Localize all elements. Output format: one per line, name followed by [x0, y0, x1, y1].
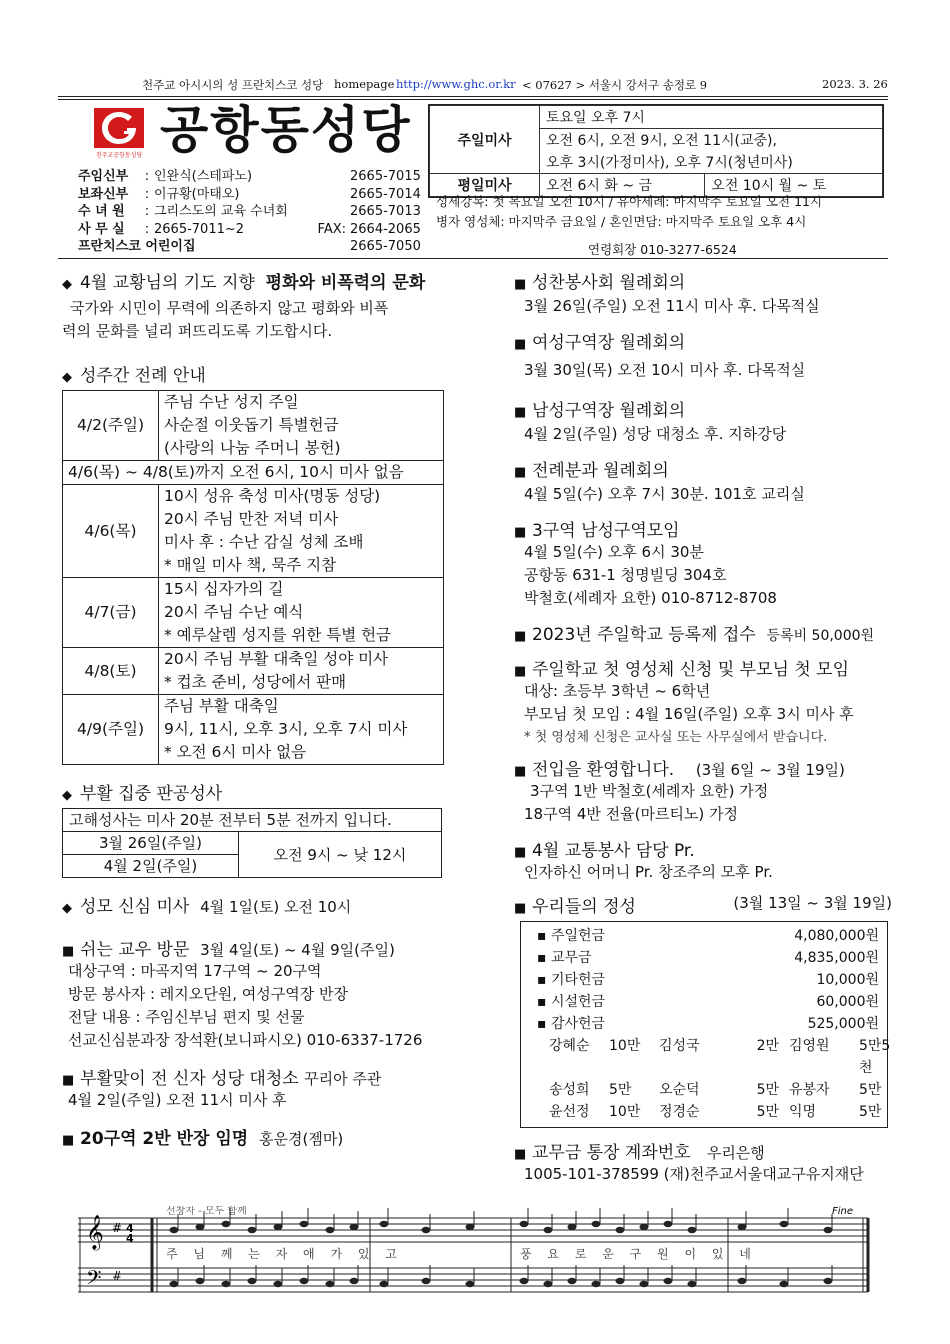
note-head	[196, 1224, 205, 1230]
note-head	[350, 1278, 359, 1284]
note-head	[824, 1278, 833, 1284]
square-bullet-icon: ■	[514, 901, 527, 916]
info-line: 병자 영성체: 마지막주 금요일 / 혼인면담: 마지막주 토요일 오후 4시	[436, 214, 807, 229]
note-head	[688, 1227, 697, 1233]
cleaning-time: 4월 2일(주일) 오전 11시 미사 후	[68, 1091, 287, 1109]
list-item: ▪ 주일헌금 4,080,000원	[537, 928, 879, 944]
note-head	[664, 1221, 673, 1227]
weekday-mass-1: 오전 6시 화 ~ 금	[540, 174, 705, 197]
offering-box	[520, 921, 891, 1128]
welcome-notice: ■ 전입을 환영합니다. (3월 6일 ~ 3월 19일) 3구역 1반 박철호(세례자 요한) 가정 18구역 4반 전율(마르티노) 가정	[514, 760, 845, 823]
confession-table: 고해성사는 미사 20분 전부터 5분 전까지 입니다. 3월 26일(주일) 오전 9시 ~ 낮 12시 4월 2일(주일)	[62, 808, 442, 878]
marian-title: ◆ 성모 신심 미사 4월 1일(토) 오전 10시	[62, 897, 352, 917]
note-head	[222, 1221, 231, 1227]
note-head	[422, 1227, 431, 1233]
note-head	[196, 1278, 205, 1284]
note-head	[520, 1221, 529, 1227]
prayer-title: ◆ 4월 교황님의 기도 지향 평화와 비폭력의 문화	[62, 273, 426, 293]
note-head	[780, 1281, 789, 1287]
lyrics-line: 주 님 께 는 자 애 가 있 고	[166, 1247, 403, 1261]
square-bullet-icon: ■	[514, 277, 527, 292]
parish-logo-icon	[94, 108, 144, 160]
sharp-icon: #	[112, 1269, 123, 1283]
header-bottom-rule	[58, 258, 888, 259]
note-head	[544, 1281, 553, 1287]
note-head	[350, 1224, 359, 1230]
visit-title: ■ 쉬는 교우 방문 3월 4일(토) ~ 4월 9일(주일)	[62, 940, 395, 960]
list-item: ▪ 시설헌금 60,000원	[537, 994, 879, 1010]
note-head	[664, 1278, 673, 1284]
right-column	[514, 268, 892, 1186]
sunday-mass-line: 오후 3시(가정미사), 오후 7시(청년미사)	[540, 151, 883, 174]
note-head	[738, 1278, 747, 1284]
sunday-mass-line: 토요일 오후 7시	[540, 106, 883, 129]
appoint-title: ■ 20구역 2반 반장 임명 홍운경(젬마)	[62, 1129, 344, 1149]
note-head	[780, 1221, 789, 1227]
note-head	[300, 1278, 309, 1284]
diamond-icon: ◆	[62, 901, 72, 916]
info-line: 성세강복: 첫 목요일 오전 10시 / 유아세례: 마지막주 토요일 오전 11시	[436, 194, 823, 209]
staff-row: 주임신부 : 인완식(스테파노) 2665-7015	[78, 169, 421, 184]
offering-section: ■ 우리들의 정성 (3월 13일 ~ 3월 19일) ▪ 주일헌금 4,080,000원 ▪ 교무금 4,835,000원 ▪ 기타헌금 10,000원 ▪ 시설헌금 60,000원 ▪ 감사헌금 525,000원 강혜순 10만 김성국 2만 김영원 5만5천 송성희 5만 오순덕 5만 유봉자 5만 윤선정 10만 정경순 5만 익명 5만	[514, 892, 892, 1128]
liturgy-title: ◆ 성주간 전례 안내	[62, 366, 206, 386]
square-bullet-icon: ■	[514, 845, 527, 860]
communion-notice: ■ 주일학교 첫 영성체 신청 및 부모님 첫 모임 대상: 초등부 3학년 ~ 6학년 부모님 첫 모임 : 4월 16일(주일) 오후 3시 미사 후 * 첫 영성체 신청은 교사실 또는 사무실에서 받습니다.	[514, 660, 854, 745]
weekday-mass-label: 평일미사	[430, 174, 540, 197]
note-head	[170, 1227, 179, 1233]
donor-row: 강혜순 10만 김성국 2만 김영원 5만5천	[549, 1038, 891, 1076]
prayer-text: 국가와 시민이 무력에 의존하지 않고 평화와 비폭 력의 문화를 널리 퍼뜨리도록 기도합시다.	[62, 299, 389, 340]
note-head	[568, 1278, 577, 1284]
prayer-subject: 평화와 비폭력의 문화	[265, 273, 426, 293]
table-row: 4/2(주일) 주님 수난 성지 주일 사순절 이웃돕기 특별헌금 (사랑의 나눔 주머니 봉헌)	[63, 391, 444, 461]
issue-date: 2023. 3. 26	[822, 77, 888, 91]
time-signature: 4	[126, 1222, 134, 1235]
address: < 07627 > 서울시 강서구 송정로 9	[522, 78, 708, 92]
notice-item: ■ 남성구역장 월례회의 4월 2일(주일) 성당 대청소 후. 지하강당	[514, 401, 787, 443]
diamond-icon: ◆	[62, 277, 72, 292]
sharp-icon: #	[112, 1221, 123, 1235]
score-fine: Fine	[832, 1206, 854, 1217]
note-head	[616, 1278, 625, 1284]
weekday-mass-2: 오전 10시 월 ~ 토	[705, 174, 883, 197]
lyrics-line: 풍 요 로 운 구 원 이 있 네	[520, 1247, 757, 1261]
staff-row: 사 무 실 : 2665-7011~2 FAX: 2664-2065	[78, 221, 421, 237]
note-head	[466, 1281, 475, 1287]
note-head	[738, 1224, 747, 1230]
note-head	[248, 1278, 257, 1284]
logo-caption: 천주교공항동성당	[95, 152, 143, 159]
square-bullet-icon: ■	[514, 337, 527, 352]
staff-row: 프란치스코 어린이집 2665-7050	[78, 239, 421, 254]
traffic-notice: ■ 4월 교통봉사 담당 Pr. 인자하신 어머니 Pr. 창조주의 모후 Pr.	[514, 841, 773, 881]
note-head	[616, 1227, 625, 1233]
diamond-icon: ◆	[62, 788, 72, 803]
square-bullet-icon: ■	[514, 525, 527, 540]
school-title: ■ 2023년 주일학교 등록제 접수 등록비 50,000원	[514, 625, 875, 645]
list-item: ▪ 감사헌금 525,000원	[537, 1016, 879, 1032]
table-row: 4/8(토) 20시 주님 부활 대축일 성야 미사 * 컵초 준비, 성당에서 판매	[63, 648, 444, 695]
table-row: 4/6(목) ~ 4/8(토)까지 오전 6시, 10시 미사 없음	[63, 461, 444, 485]
table-row: 4/7(금) 15시 십자가의 길 20시 주님 수난 예식 * 예루살렘 성지를 위한 특별 헌금	[63, 578, 444, 648]
list-item: ▪ 교무금 4,835,000원	[537, 950, 879, 966]
note-head	[170, 1281, 179, 1287]
funeral-leader: 연령회장 010-3277-6524	[588, 242, 737, 257]
note-head	[520, 1278, 529, 1284]
donor-row: 송성희 5만 오순덕 5만 유봉자 5만	[549, 1082, 882, 1098]
notice-item: ■ 전례분과 월례회의 4월 5일(수) 오후 7시 30분. 101호 교리실	[514, 461, 805, 503]
sunday-mass-line: 오전 6시, 오전 9시, 오전 11시(교중),	[540, 129, 883, 152]
note-head	[274, 1281, 283, 1287]
note-head	[640, 1281, 649, 1287]
note-head	[592, 1281, 601, 1287]
square-bullet-icon: ■	[514, 405, 527, 420]
square-bullet-icon: ■	[514, 465, 527, 480]
square-bullet-icon: ■	[514, 764, 527, 779]
homepage-label: homepage	[334, 77, 395, 91]
note-head	[422, 1278, 431, 1284]
square-bullet-icon: ■	[62, 944, 75, 959]
music-score	[78, 1206, 878, 1316]
note-head	[688, 1281, 697, 1287]
staff-row: 수 녀 원 : 그리스도의 교육 수녀회 2665-7013	[78, 204, 421, 219]
square-bullet-icon: ■	[62, 1073, 75, 1088]
top-rule	[58, 96, 888, 97]
list-item: ▪ 기타헌금 10,000원	[537, 972, 879, 988]
left-column	[62, 268, 452, 1149]
mass-schedule	[428, 104, 884, 198]
note-head	[326, 1281, 335, 1287]
sacrament-info	[436, 192, 822, 232]
note-head	[380, 1281, 389, 1287]
diamond-icon: ◆	[62, 370, 72, 385]
bass-clef-icon: 𝄢	[86, 1266, 102, 1294]
parish-line: 천주교 아시시의 성 프란치스코 성당	[142, 78, 324, 92]
note-head	[274, 1224, 283, 1230]
square-bullet-icon: ■	[514, 629, 527, 644]
note-head	[326, 1227, 335, 1233]
note-head	[380, 1221, 389, 1227]
table-row: 4/9(주일) 주님 부활 대축일 9시, 11시, 오후 3시, 오후 7시 미사 * 오전 6시 미사 없음	[63, 695, 444, 765]
note-head	[222, 1281, 231, 1287]
note-head	[824, 1227, 833, 1233]
liturgy-table	[62, 390, 444, 765]
cleaning-title: ■ 부활맞이 전 신자 성당 대청소 꾸리아 주관	[62, 1069, 382, 1089]
note-head	[568, 1224, 577, 1230]
table-row: 4/6(목) 10시 성유 축성 미사(명동 성당) 20시 주님 만찬 저녁 미사 미사 후 : 수난 감실 성체 조배 * 매일 미사 책, 묵주 지참	[63, 485, 444, 578]
note-head	[248, 1227, 257, 1233]
confession-title: ◆ 부활 집중 판공성사	[62, 784, 223, 804]
visit-details: 대상구역 : 마곡지역 17구역 ~ 20구역 방문 봉사자 : 레지오단원, 여성구역장 반장 전달 내용 : 주임신부님 편지 및 선물 선교신심분과장 장석환(보니파시오) 010-6337-1726	[68, 962, 423, 1049]
staff-directory	[78, 168, 430, 256]
score-heading: 선창자 - 모두 함께	[166, 1206, 247, 1217]
note-head	[300, 1221, 309, 1227]
treble-clef-icon: 𝄞	[86, 1215, 104, 1250]
square-bullet-icon: ■	[514, 1147, 527, 1162]
note-head	[592, 1221, 601, 1227]
note-head	[640, 1224, 649, 1230]
square-bullet-icon: ■	[514, 664, 527, 679]
note-head	[466, 1224, 475, 1230]
church-name: 공항동성당	[160, 101, 412, 159]
donor-row: 윤선정 10만 정경순 5만 익명 5만	[549, 1104, 882, 1120]
notice-item: ■ 성찬봉사회 월례회의 3월 26일(주일) 오전 11시 미사 후. 다목적실	[514, 273, 820, 315]
sunday-mass-label: 주일미사	[430, 106, 540, 174]
bank-section: ■ 교무금 통장 계좌번호 우리은행 1005-101-378599 (재)천주교서울대교구유지재단	[514, 1143, 864, 1183]
notice-item: ■ 3구역 남성구역모임 4월 5일(수) 오후 6시 30분 공항동 631-1 청명빌딩 304호 박철호(세례자 요한) 010-8712-8708	[514, 521, 777, 607]
note-head	[544, 1227, 553, 1233]
square-bullet-icon: ■	[62, 1133, 75, 1148]
time-signature: 4	[126, 1232, 134, 1245]
notice-item: ■ 여성구역장 월례회의 3월 30일(목) 오전 10시 미사 후. 다목적실	[514, 333, 806, 379]
homepage-link[interactable]: http://www.ghc.or.kr	[396, 77, 516, 91]
staff-row: 보좌신부 : 이규황(마태오) 2665-7014	[78, 186, 421, 202]
